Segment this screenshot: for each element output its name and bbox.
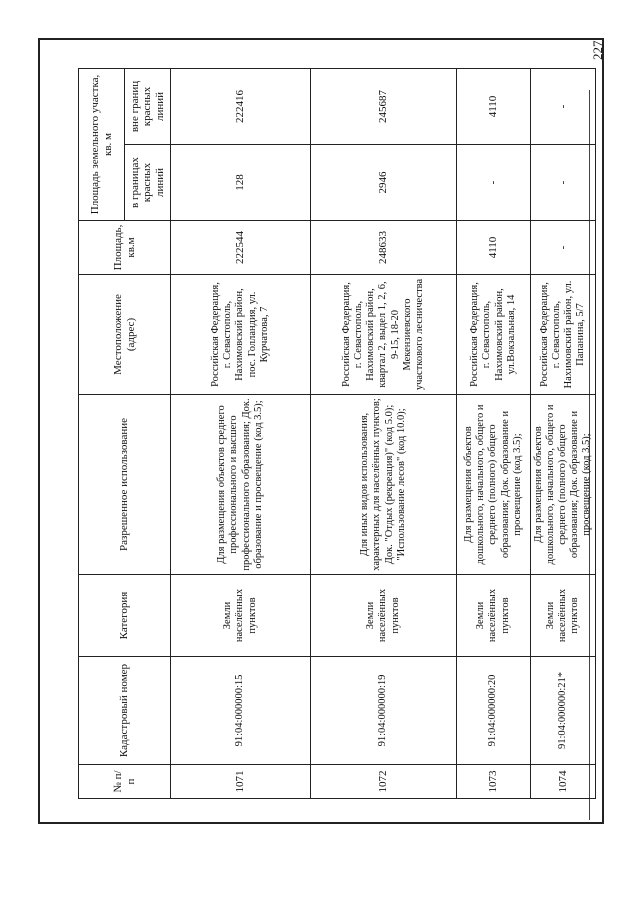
table-row — [171, 68, 311, 798]
table-row — [531, 68, 596, 798]
row-category: Земли населённых пунктов — [171, 575, 311, 657]
row-cadastral: 91:04:000000:20 — [457, 657, 531, 765]
row-area: - — [531, 221, 596, 275]
row-inside: - — [457, 145, 531, 221]
row-cadastral: 91:04:000000:15 — [171, 657, 311, 765]
row-num: 1072 — [311, 765, 457, 799]
row-location: Российская Федерация, г. Севастополь, Нахимовский район, пос. Голландия, ул. Курчатова, 7 — [171, 275, 311, 395]
row-category: Земли населённых пунктов — [311, 575, 457, 657]
row-category: Земли населённых пунктов — [531, 575, 596, 657]
row-permitted-use: Для иных видов использования, характерных для населённых пунктов; Док. "Отдых (рекреация)" (код 5.0); "Использование лесов" (код 10.0); — [311, 395, 457, 575]
row-permitted-use: Для размещения объектов дошкольного, начального, общего и среднего (полного) общего образования; Док. образование и просвещение (код 3.5); — [531, 395, 596, 575]
row-area: 4110 — [457, 221, 531, 275]
row-permitted-use: Для размещения объектов среднего профессионального и высшего профессионального образования; Док. образование и просвещение (код 3.5); — [171, 395, 311, 575]
table-row — [311, 68, 457, 798]
row-num: 1071 — [171, 765, 311, 799]
land-plots-table-container — [78, 69, 594, 799]
header-inside-red-lines: в границах красных линий — [125, 145, 171, 221]
table-row — [457, 68, 531, 798]
header-area: Площадь, кв.м — [79, 221, 171, 275]
row-location: Российская Федерация, г. Севастополь, Нахимовский район, ул.Вокзальная, 14 — [457, 275, 531, 395]
row-outside: 4110 — [457, 68, 531, 144]
header-permitted-use: Разрешенное использование — [79, 395, 171, 575]
header-num: № п/п — [79, 765, 171, 799]
header-category: Категория — [79, 575, 171, 657]
row-outside: 222416 — [171, 68, 311, 144]
row-area: 222544 — [171, 221, 311, 275]
row-num: 1073 — [457, 765, 531, 799]
land-plots-table — [78, 68, 596, 799]
page-number-text: 227 — [590, 40, 605, 60]
header-cadastral: Кадастровый номер — [79, 657, 171, 765]
page-number — [590, 40, 610, 70]
header-outside-red-lines: вне границ красных линий — [125, 68, 171, 144]
row-area: 248633 — [311, 221, 457, 275]
row-inside: 2946 — [311, 145, 457, 221]
row-outside: 245687 — [311, 68, 457, 144]
row-cadastral: 91:04:000000:19 — [311, 657, 457, 765]
row-num: 1074 — [531, 765, 596, 799]
row-location: Российская Федерация, г. Севастополь, Нахимовский район, квартал 2, выдел 1, 2, 6, 9-15, 18-20 Мекензиевского участкового лесничества — [311, 275, 457, 395]
row-cadastral: 91:04:000000:21* — [531, 657, 596, 765]
row-category: Земли населённых пунктов — [457, 575, 531, 657]
row-inside: - — [531, 145, 596, 221]
row-inside: 128 — [171, 145, 311, 221]
header-plot-area: Площадь земельного участка, кв. м — [79, 68, 125, 220]
row-location: Российская Федерация, г. Севастополь, Нахимовский район, ул. Папанина, 5/7 — [531, 275, 596, 395]
row-outside: - — [531, 68, 596, 144]
header-location: Местоположение (адрес) — [79, 275, 171, 395]
row-permitted-use: Для размещения объектов дошкольного, начального, общего и среднего (полного) общего образования; Док. образование и просвещение (код 3.5); — [457, 395, 531, 575]
